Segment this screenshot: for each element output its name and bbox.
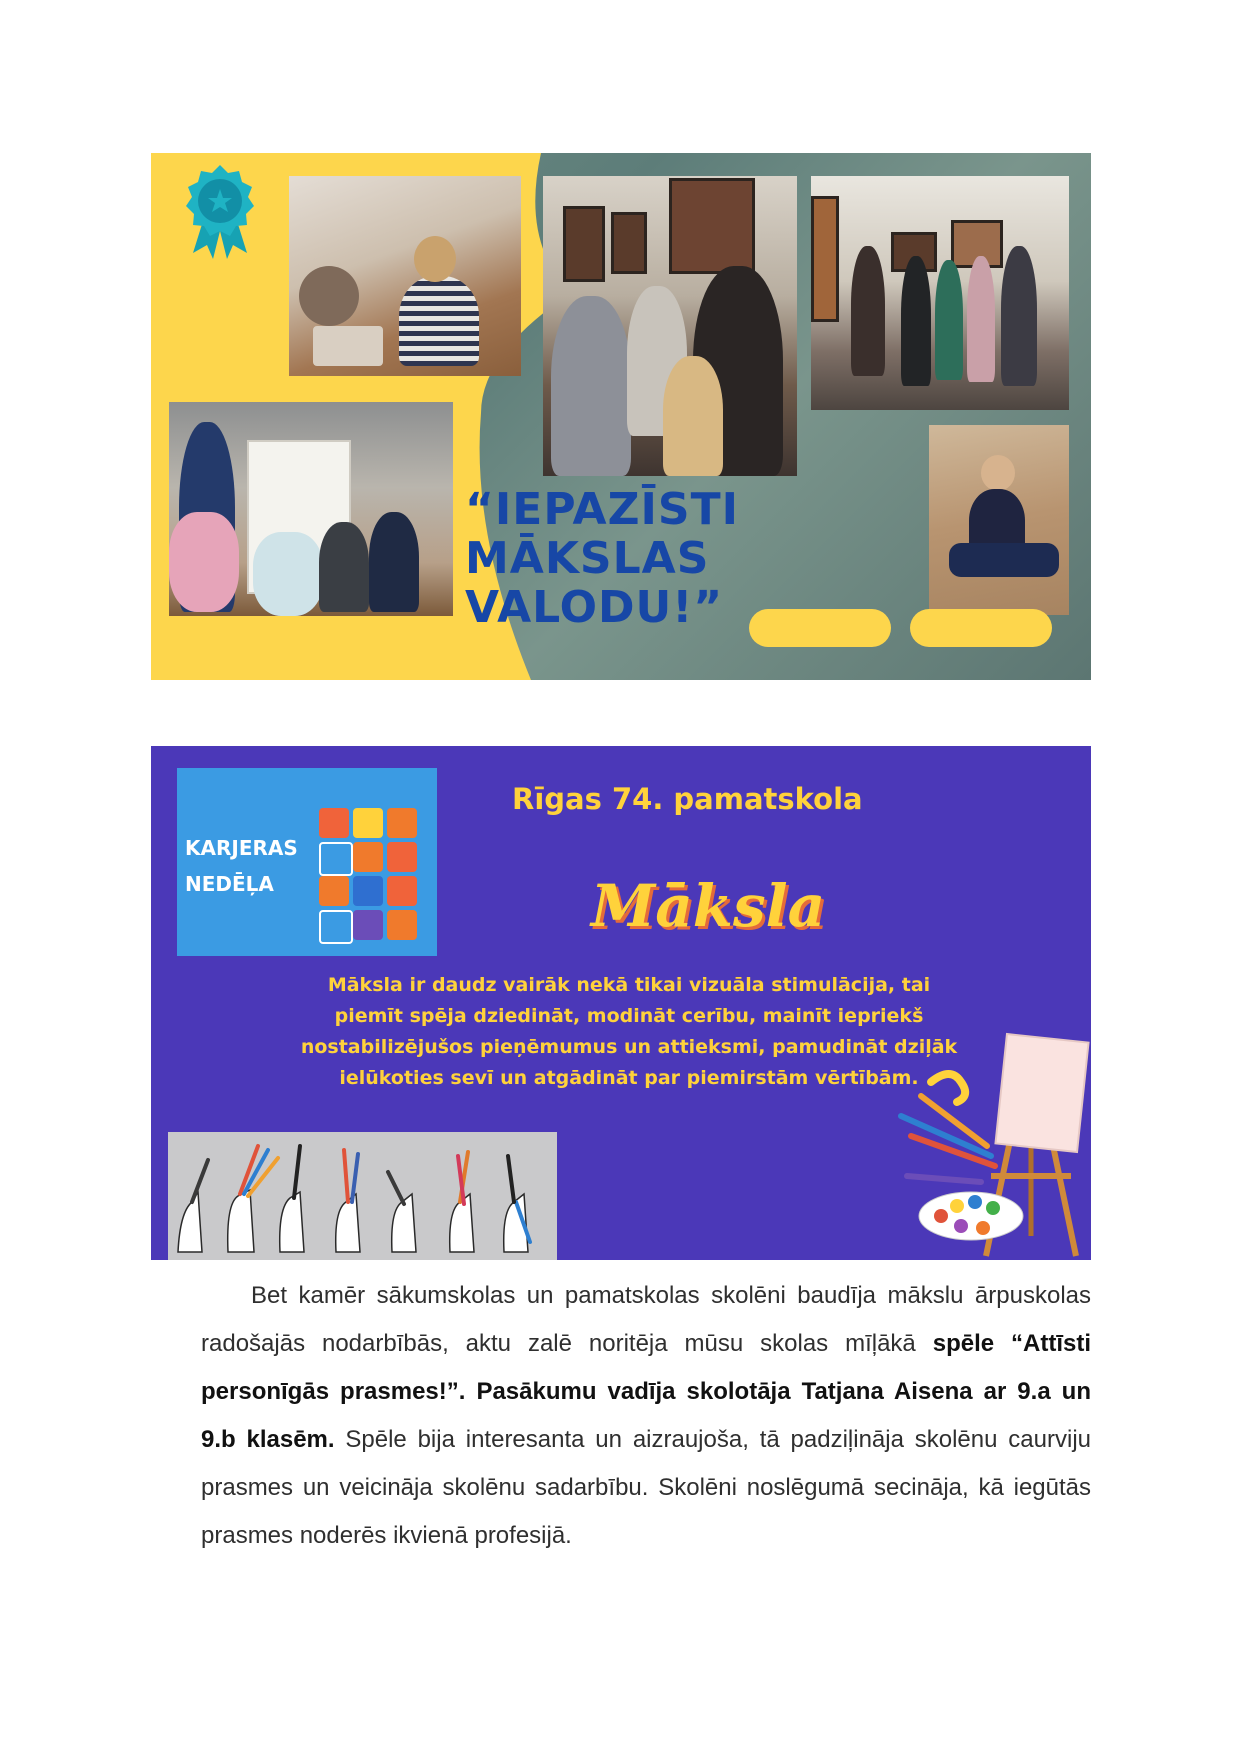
art-quote: Māksla ir daudz vairāk nekā tikai vizuāla stimulācija, tai piemīt spēja dziedināt, modināt cerību, mainīt iepriekš nostabilizējušos pieņēmumus un attieksmi, pamudināt dziļāk ielūkoties sevī un atgādināt par piemirstām vērtībām.: [300, 974, 958, 1089]
award-badge-icon: [175, 161, 265, 261]
article-text-2: [465, 1378, 476, 1405]
collage-banner: [151, 153, 1091, 680]
photo-children-drawing-floor: [289, 176, 521, 376]
photo-gallery-group: [543, 176, 797, 476]
decorative-pill: [749, 609, 891, 647]
career-week-logo: [177, 768, 437, 956]
article-text-3: Spēle bija interesanta un aizraujoša, tā padziļināja skolēnu caurviju prasmes un veicināja skolēnu sadarbību. Skolēni noslēgumā secināja, kā iegūtās prasmes noderēs ikvienā profesijā.: [201, 1426, 1091, 1549]
decorative-pill: [910, 609, 1052, 647]
logo-text: KARJERAS NEDĒĻA: [185, 836, 298, 896]
hands-with-brushes-illustration: [168, 1132, 557, 1260]
career-week-poster: [151, 746, 1091, 1260]
article-game-title: spēle “Attīsti personīgās prasmes!”.: [201, 1330, 1092, 1405]
art-heading: Māksla: [591, 872, 826, 940]
article-text-1: Bet kamēr sākumskolas un pamatskolas skolēni baudīja mākslu ārpuskolas radošajās nodarbībās, aktu zalē noritēja mūsu skolas mīļākā: [201, 1282, 1091, 1357]
photo-boy-sitting: [929, 425, 1069, 615]
article-teacher-info: Pasākumu vadīja skolotāja Tatjana Aisena ar 9.a un 9.b klasēm.: [201, 1378, 1091, 1453]
easel-and-paints-illustration: [891, 1026, 1091, 1260]
collage-title: “IEPAZĪSTI MĀKSLAS VALODU!”: [465, 484, 739, 633]
photo-gallery-walk: [811, 176, 1069, 410]
school-name: Rīgas 74. pamatskola: [512, 782, 863, 816]
photo-teacher-board: [169, 402, 453, 616]
article-paragraph: [201, 1272, 1091, 1560]
